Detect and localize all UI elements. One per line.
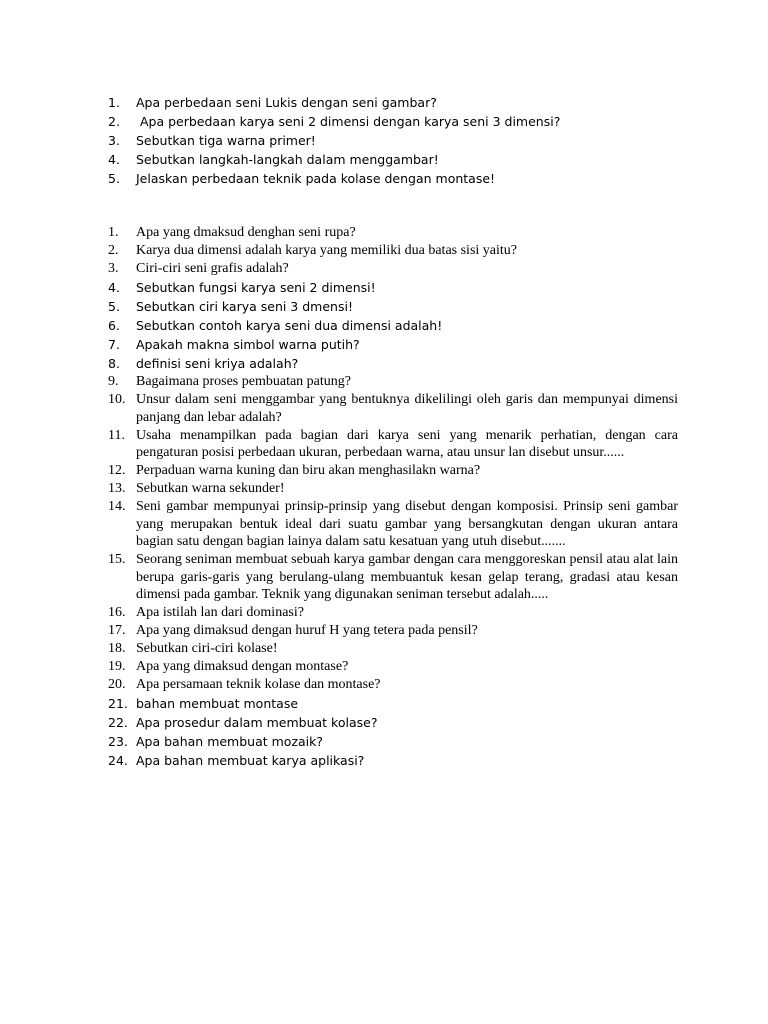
question-number: 5. (108, 171, 120, 186)
question-item (108, 169, 678, 188)
question-number: 12. (108, 463, 126, 478)
question-item (108, 150, 678, 169)
question-number: 13. (108, 481, 126, 496)
question-number: 3. (108, 133, 120, 148)
question-number: 11. (108, 427, 125, 443)
question-text: Apakah makna simbol warna putih? (136, 337, 360, 352)
question-item (108, 260, 678, 278)
question-item (108, 335, 678, 354)
question-number: 14. (108, 499, 126, 514)
question-text: Apa persamaan teknik kolase dan montase? (136, 677, 381, 692)
question-number: 22. (108, 715, 128, 730)
question-item (108, 373, 678, 391)
question-item (108, 391, 682, 426)
question-number: 7. (108, 337, 120, 352)
question-text: Apa yang dmaksud denghan seni rupa? (136, 225, 356, 240)
question-item (108, 93, 678, 112)
question-item (108, 658, 678, 676)
question-number: 18. (108, 641, 126, 656)
question-item (108, 694, 678, 713)
question-text: Sebutkan ciri-ciri kolase! (136, 641, 278, 656)
question-text: definisi seni kriya adalah? (136, 356, 299, 371)
question-text: Unsur dalam seni menggambar yang bentuknya dikelilingi oleh garis dan mempunyai dimensi panjang dan lebar adalah? (136, 392, 682, 425)
question-number: 24. (108, 753, 128, 768)
question-number: 23. (108, 734, 128, 749)
question-item (108, 551, 682, 604)
question-item (108, 622, 678, 640)
question-number: 21. (108, 696, 128, 711)
question-text: Sebutkan warna sekunder! (136, 481, 285, 496)
question-number: 4. (108, 280, 120, 295)
question-number: 9. (108, 374, 119, 389)
question-number: 8. (108, 356, 120, 371)
question-number: 4. (108, 152, 120, 167)
question-number: 5. (108, 299, 120, 314)
question-number: 1. (108, 225, 119, 240)
question-text: Sebutkan tiga warna primer! (136, 133, 316, 148)
question-text: Apa yang dimaksud dengan huruf H yang tetera pada pensil? (136, 623, 478, 638)
question-text: Apa istilah lan dari dominasi? (136, 605, 304, 620)
question-number: 1. (108, 95, 120, 110)
question-text: Usaha menampilkan pada bagian dari karya seni yang menarik perhatian, dengan cara pengaturan posisi perbedaan ukuran, perbedaan warna, atau unsur lan disebut unsur...... (136, 427, 682, 460)
question-number: 6. (108, 318, 120, 333)
question-text: Apa perbedaan seni Lukis dengan seni gambar? (136, 95, 437, 110)
question-item (108, 640, 678, 658)
question-text: Apa perbedaan karya seni 2 dimensi dengan karya seni 3 dimensi? (136, 114, 561, 129)
question-item (108, 498, 682, 551)
question-item (108, 224, 678, 242)
question-item (108, 354, 678, 373)
question-item (108, 278, 678, 297)
question-number: 17. (108, 623, 126, 638)
question-item (108, 604, 678, 622)
question-item (108, 732, 678, 751)
question-number: 19. (108, 659, 126, 674)
question-item (108, 297, 678, 316)
question-list-2 (108, 224, 682, 770)
question-text: Bagaimana proses pembuatan patung? (136, 374, 351, 389)
question-text: Seorang seniman membuat sebuah karya gambar dengan cara menggoreskan pensil atau alat lain berupa garis-garis yang berulang-ulang membuantuk kesan gelap terang, gradasi atau kesan dimensi pada gambar. Teknik yang digunakan seniman tersebut adalah..... (136, 552, 682, 602)
question-item (108, 316, 678, 335)
question-number: 3. (108, 261, 119, 276)
question-item (108, 676, 678, 694)
question-list-1 (108, 93, 678, 188)
question-item (108, 480, 678, 498)
question-text: Apa yang dimaksud dengan montase? (136, 659, 349, 674)
question-number: 16. (108, 605, 126, 620)
question-item (108, 462, 678, 480)
question-number: 2. (108, 114, 120, 129)
question-text: Karya dua dimensi adalah karya yang memiliki dua batas sisi yaitu? (136, 243, 517, 258)
question-number: 10. (108, 392, 126, 407)
question-item (108, 112, 678, 131)
question-item (108, 713, 678, 732)
question-text: Sebutkan contoh karya seni dua dimensi adalah! (136, 318, 443, 333)
question-text: Jelaskan perbedaan teknik pada kolase dengan montase! (136, 171, 496, 186)
question-text: Ciri-ciri seni grafis adalah? (136, 261, 289, 276)
question-text: bahan membuat montase (136, 696, 299, 711)
question-text: Apa prosedur dalam membuat kolase? (136, 715, 378, 730)
question-text: Perpaduan warna kuning dan biru akan menghasilakn warna? (136, 463, 481, 478)
question-text: Sebutkan langkah-langkah dalam menggambar! (136, 152, 439, 167)
question-item (108, 751, 678, 770)
question-number: 15. (108, 552, 126, 567)
question-item (108, 242, 678, 260)
question-text: Sebutkan ciri karya seni 3 dmensi! (136, 299, 353, 314)
question-text: Seni gambar mempunyai prinsip-prinsip yang disebut dengan komposisi. Prinsip seni gambar yang merupakan bentuk ideal dari suatu gambar yang bersangkutan dengan ukuran antara bagian satu dengan bagian lainya dalam satu kesatuan yang utuh disebut....... (136, 499, 682, 549)
question-number: 20. (108, 677, 126, 692)
question-number: 2. (108, 243, 119, 258)
question-text: Sebutkan fungsi karya seni 2 dimensi! (136, 280, 376, 295)
question-item (108, 131, 678, 150)
question-text: Apa bahan membuat mozaik? (136, 734, 324, 749)
question-item (108, 427, 682, 462)
question-text: Apa bahan membuat karya aplikasi? (136, 753, 365, 768)
